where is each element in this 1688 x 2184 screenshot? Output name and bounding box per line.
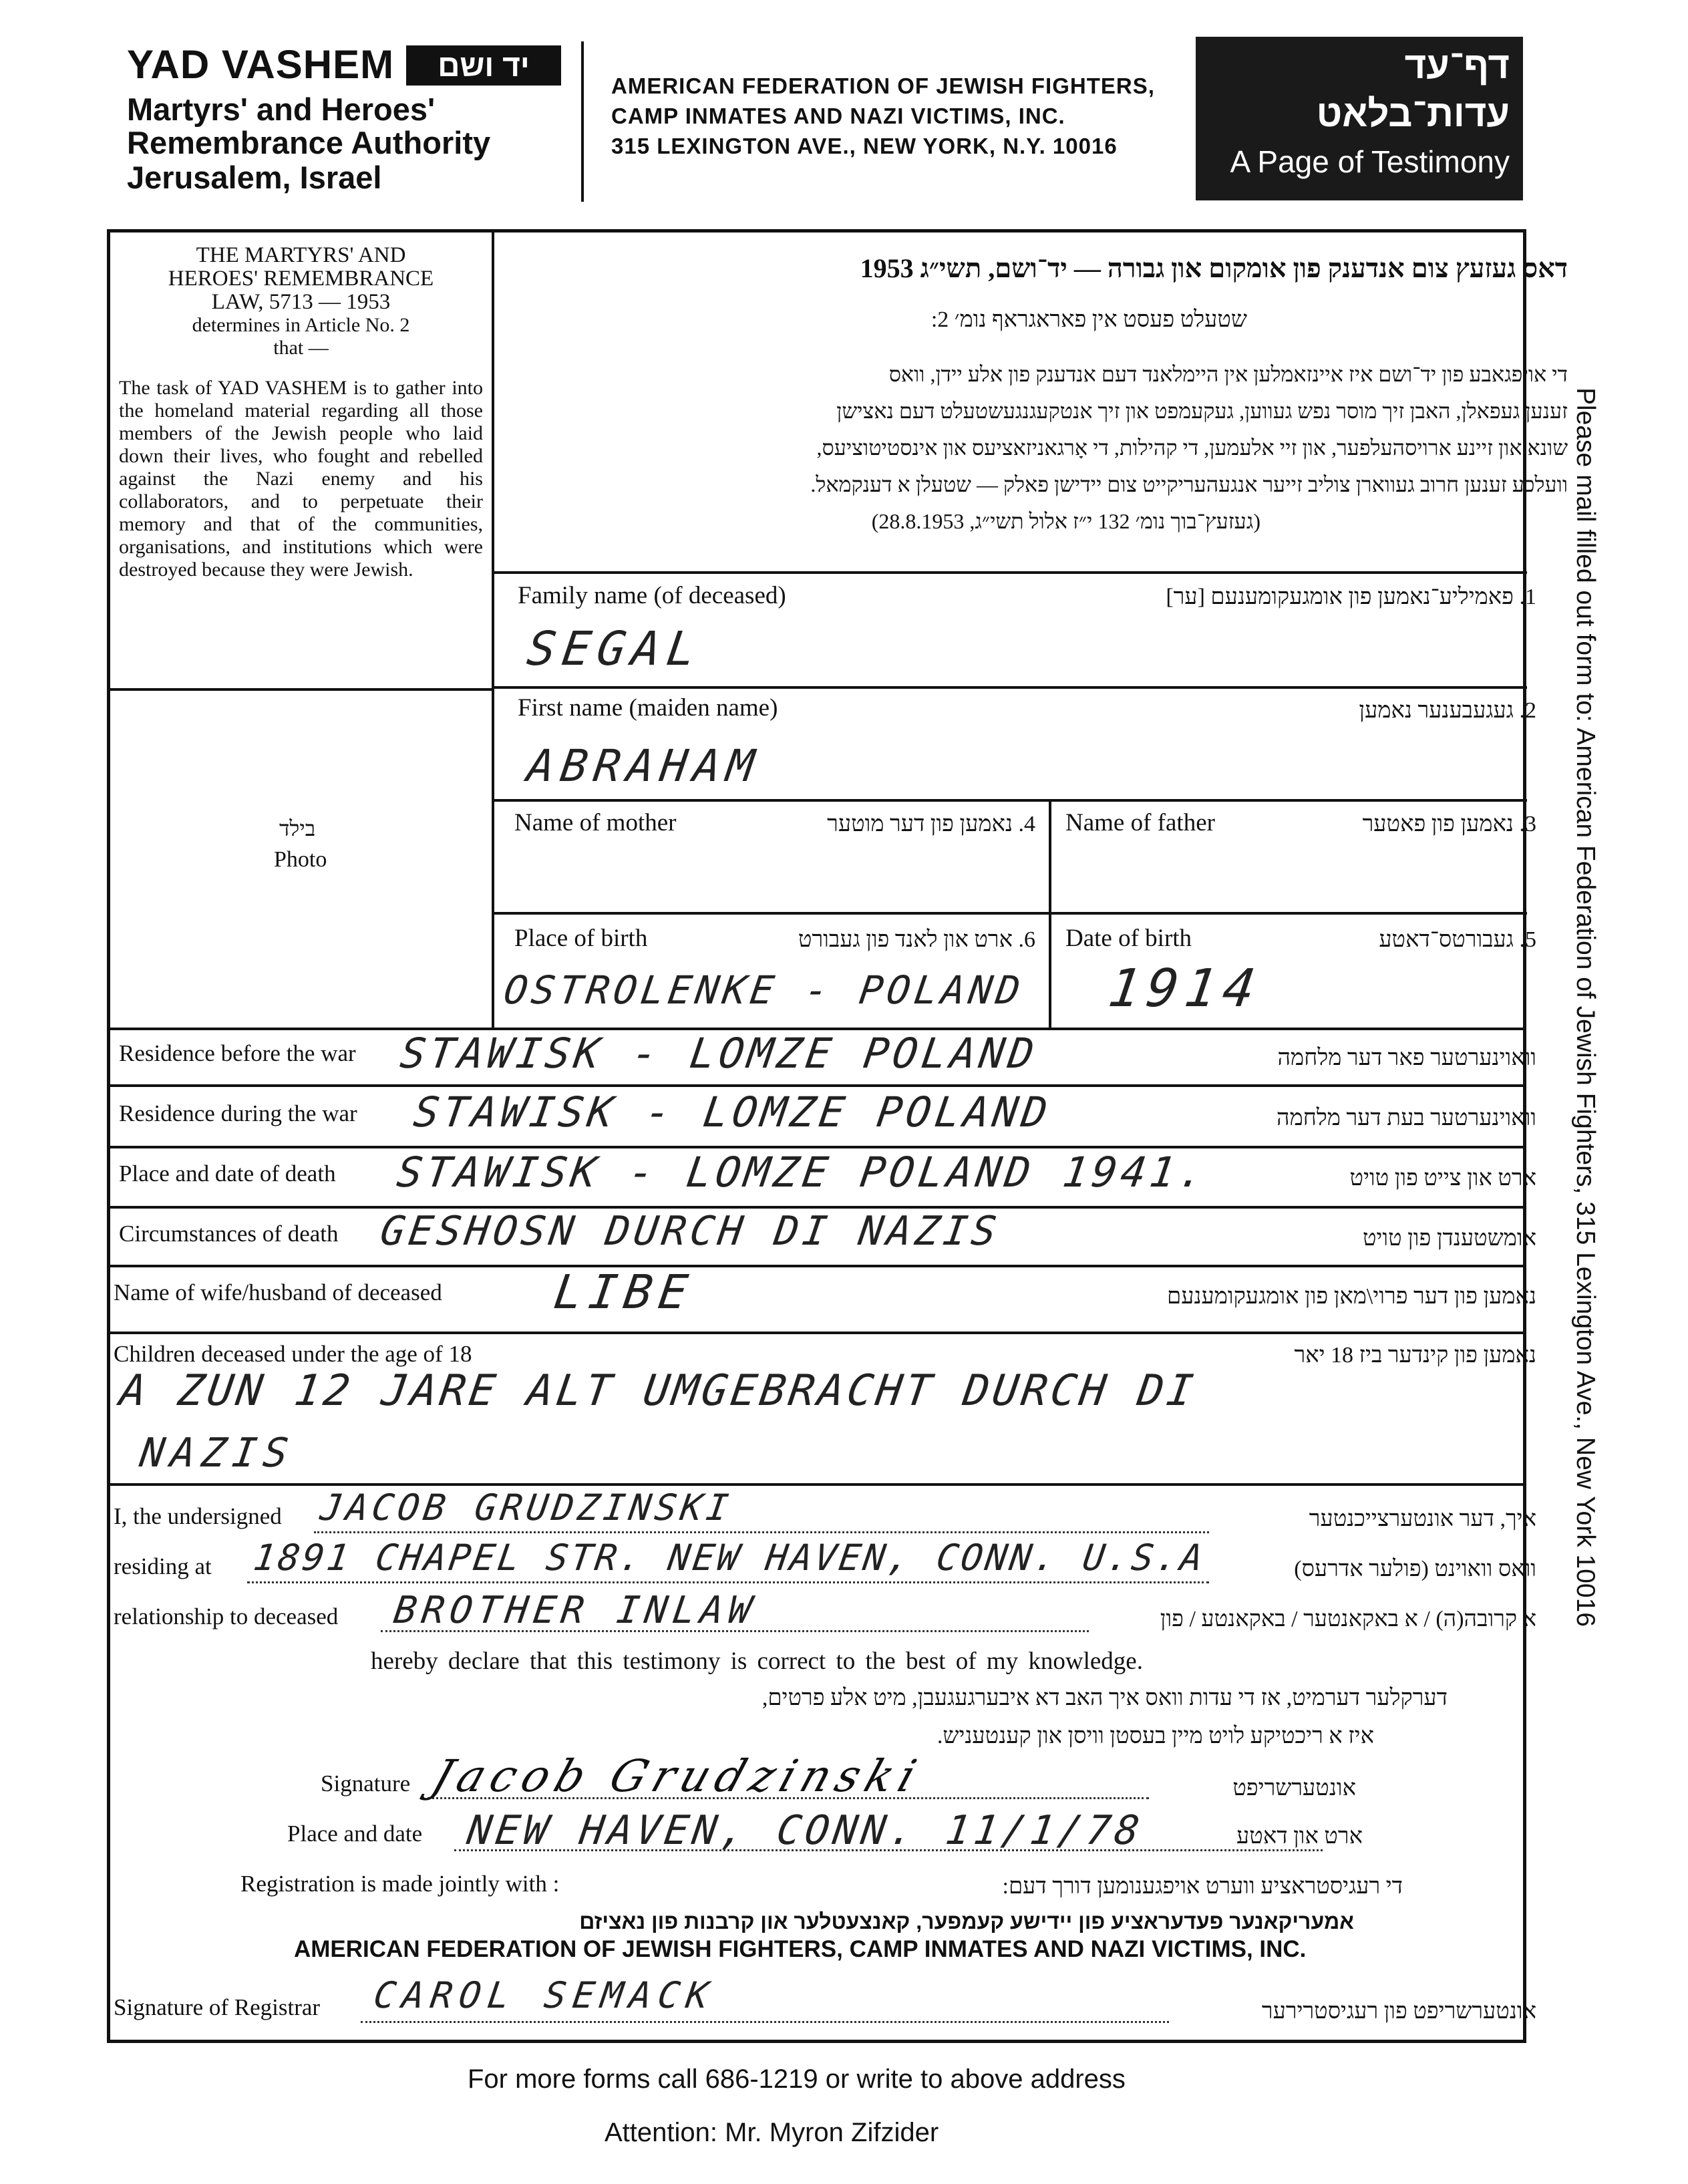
row-line bbox=[492, 799, 1527, 802]
law-heb-line5: שונא און זיינע ארויסהעלפער, און זיי אלעמען, די קהילות, די אָרגאניזאציעס און אינסטיטוציעס, bbox=[816, 436, 1568, 460]
yad-vashem-line1: Martyrs' and Heroes' bbox=[127, 92, 436, 127]
residence-before-heb: וואוינערטער פאר דער מלחמה bbox=[1277, 1046, 1536, 1070]
yad-vashem-title: YAD VASHEM bbox=[127, 42, 395, 87]
federation-line3: 315 LEXINGTON AVE., NEW YORK, N.Y. 10016 bbox=[611, 134, 1118, 158]
law-title4: determines in Article No. 2 bbox=[192, 314, 410, 336]
death-heb: ארט און צייט פון טויט bbox=[1349, 1166, 1536, 1191]
photo-label: Photo bbox=[274, 847, 327, 872]
row-line bbox=[107, 1265, 1526, 1267]
children-value-line2[interactable]: NAZIS bbox=[137, 1430, 298, 1476]
law-heb-line7: (געזעץ־בוך נומ׳ 132 י״ז אלול תשי״ג, 28.8.1953) bbox=[871, 509, 1260, 533]
residing-value[interactable]: 1891 CHAPEL STR. NEW HAVEN, CONN. U.S.A bbox=[250, 1537, 1208, 1579]
death-value[interactable]: STAWISK - LOMZE POLAND 1941. bbox=[393, 1148, 1212, 1197]
yad-vashem-line2: Remembrance Authority bbox=[127, 125, 491, 160]
signature-value[interactable]: Jacob Grudzinski bbox=[426, 1750, 929, 1802]
law-heb-line6: וועלכע זענען חרוב געווארן צוליב זייער אנגעהעריקייט צום יידישן פאלק — שטעלן א דענקמאל. bbox=[810, 472, 1568, 496]
residing-label: residing at bbox=[114, 1553, 212, 1579]
law-title3: LAW, 5713 — 1953 bbox=[211, 290, 391, 314]
footer-line1: For more forms call 686-1219 or write to above address bbox=[468, 2064, 1126, 2094]
children-label: Children deceased under the age of 18 bbox=[114, 1341, 472, 1367]
page-of-testimony-box bbox=[1196, 37, 1523, 200]
undersigned-heb: איך, דער אונטערצייכנטער bbox=[1309, 1507, 1536, 1531]
dotted-line bbox=[361, 2021, 1169, 2023]
law-heb-line4: זענען געפאלן, האבן זיך מוסר נפש געווען, געקעמפט און זיך אנטקעגנגעשטעלט דעם נאצישן bbox=[836, 399, 1568, 423]
registration-heb: די רעגיסטראציע ווערט אויפגענומען דורך דעם: bbox=[1002, 1874, 1403, 1899]
header-divider bbox=[581, 41, 584, 202]
law-title1: THE MARTYRS' AND bbox=[196, 243, 406, 267]
federation-line2: CAMP INMATES AND NAZI VICTIMS, INC. bbox=[611, 104, 1065, 128]
relation-label: relationship to deceased bbox=[114, 1603, 339, 1629]
signature-heb: אונטערשריפט bbox=[1232, 1776, 1356, 1801]
undersigned-label: I, the undersigned bbox=[114, 1503, 282, 1529]
place-date-label: Place and date bbox=[287, 1821, 423, 1847]
place-of-birth-label: Place of birth bbox=[514, 925, 648, 952]
box-hebrew-title1: דף־עד bbox=[1404, 44, 1510, 86]
first-name-value[interactable]: ABRAHAM bbox=[524, 740, 764, 792]
circumstances-label: Circumstances of death bbox=[119, 1221, 339, 1247]
yad-vashem-line3: Jerusalem, Israel bbox=[127, 160, 382, 195]
signature-label: Signature bbox=[321, 1770, 411, 1797]
box-english-title: A Page of Testimony bbox=[1230, 144, 1510, 179]
spouse-value[interactable]: LIBE bbox=[550, 1265, 698, 1319]
spouse-heb: נאמען פון דער פרוי\מאן פון אומגעקומענעם bbox=[1167, 1284, 1536, 1309]
residence-during-label: Residence during the war bbox=[119, 1100, 357, 1126]
residing-heb: וואס וואוינט (פולער אדרעס) bbox=[1294, 1557, 1536, 1581]
residence-during-value[interactable]: STAWISK - LOMZE POLAND bbox=[410, 1088, 1055, 1136]
date-of-birth-value[interactable]: 1914 bbox=[1104, 959, 1266, 1019]
row-line bbox=[107, 1483, 1526, 1486]
father-name-heb: 3. נאמען פון פאטער bbox=[1362, 812, 1536, 836]
father-name-label: Name of father bbox=[1065, 809, 1215, 836]
mother-name-heb: 4. נאמען פון דער מוטער bbox=[827, 812, 1035, 836]
date-of-birth-heb: 5. געבורטס־דאטע bbox=[1379, 927, 1536, 952]
law-title5: that — bbox=[273, 337, 329, 359]
law-box bbox=[119, 244, 483, 581]
law-body: The task of YAD VASHEM is to gather into the homeland material regarding all those members of the Jewish people who laid down their lives, who fought and rebelled against the Nazi enemy and his collaborators, and to perpetuate their memory and that of the communities, organisations, and institutions which were destroyed because they were Jewish. bbox=[119, 377, 483, 581]
family-name-label: Family name (of deceased) bbox=[518, 582, 786, 609]
spouse-label: Name of wife/husband of deceased bbox=[114, 1279, 442, 1305]
registrar-label: Signature of Registrar bbox=[114, 1994, 321, 2020]
place-of-birth-heb: 6. ארט און לאנד פון געבורט bbox=[798, 927, 1035, 952]
children-value-line1[interactable]: A ZUN 12 JARE ALT UMGEBRACHT DURCH DI bbox=[116, 1366, 1200, 1416]
first-name-label: First name (maiden name) bbox=[518, 694, 778, 722]
footer-line2: Attention: Mr. Myron Zifzider bbox=[605, 2118, 939, 2147]
law-photo-divider bbox=[107, 688, 494, 691]
declaration-heb2: איז א ריכטיקע לויט מיין בעסטן וויסן און קענטעניש. bbox=[937, 1724, 1374, 1748]
left-column-divider bbox=[492, 229, 494, 1028]
law-heb-line2: שטעלט פעסט אין פאראגראף נומ׳ 2: bbox=[931, 307, 1247, 332]
circumstances-value[interactable]: GESHOSN DURCH DI NAZIS bbox=[377, 1208, 1003, 1255]
relation-heb: א קרובה(ה) / א באקאנטער / באקאנטע / פון bbox=[1160, 1607, 1536, 1631]
yad-vashem-hebrew-logo: יד ושם bbox=[406, 45, 561, 86]
law-title2: HEROES' REMEMBRANCE bbox=[168, 267, 434, 291]
federation-line1: AMERICAN FEDERATION OF JEWISH FIGHTERS, bbox=[611, 73, 1155, 98]
photo-heb: בילד bbox=[279, 816, 316, 840]
row-line bbox=[492, 571, 1527, 574]
dotted-line bbox=[247, 1581, 1209, 1583]
law-heb-line3: די אויפגאבע פון יד־ושם איז איינזאמלען אין היימלאנד דעם אנדענק פון אלע יידן, וואס bbox=[888, 362, 1568, 386]
relation-value[interactable]: BROTHER INLAW bbox=[391, 1589, 759, 1632]
law-heb-line1: דאס געזעץ צום אנדענק פון אומקום און גבורה — יד־ושם, תשי״ג 1953 bbox=[860, 253, 1568, 283]
box-hebrew-title2: עדות־בלאט bbox=[1316, 92, 1510, 134]
death-label: Place and date of death bbox=[119, 1160, 336, 1187]
registration-label: Registration is made jointly with : bbox=[240, 1871, 560, 1897]
place-of-birth-value[interactable]: OSTROLENKE - POLAND bbox=[501, 967, 1027, 1013]
first-name-heb: 2. געגעבענער נאמען bbox=[1359, 698, 1536, 723]
circumstances-heb: אומשטענדן פון טויט bbox=[1362, 1226, 1536, 1251]
mother-name-label: Name of mother bbox=[514, 809, 677, 836]
date-of-birth-label: Date of birth bbox=[1065, 925, 1192, 952]
row-line bbox=[492, 912, 1527, 915]
place-date-value[interactable]: NEW HAVEN, CONN. 11/1/78 bbox=[464, 1807, 1146, 1854]
declaration-en: hereby declare that this testimony is correct to the best of my knowledge. bbox=[371, 1648, 1143, 1675]
residence-before-value[interactable]: STAWISK - LOMZE POLAND bbox=[397, 1029, 1041, 1078]
registrar-heb: אונטערשריפט פון רעגיסטרירער bbox=[1261, 1999, 1536, 2024]
row-line bbox=[492, 686, 1527, 689]
family-name-value[interactable]: SEGAL bbox=[524, 621, 706, 676]
children-heb: נאמען פון קינדער ביז 18 יאר bbox=[1294, 1343, 1536, 1368]
residence-during-heb: וואוינערטער בעת דער מלחמה bbox=[1277, 1106, 1536, 1130]
row-line bbox=[107, 1084, 1526, 1087]
organization-en: AMERICAN FEDERATION OF JEWISH FIGHTERS, CAMP INMATES AND NAZI VICTIMS, INC. bbox=[294, 1936, 1307, 1962]
row-line bbox=[107, 1332, 1526, 1334]
undersigned-value[interactable]: JACOB GRUDZINSKI bbox=[317, 1487, 735, 1529]
declaration-heb1: דערקלער דערמיט, אז די עדות וואס איך האב דא איבערגעגעבן, מיט אלע פרטים, bbox=[762, 1686, 1448, 1710]
place-date-heb: ארט און דאטע bbox=[1236, 1824, 1363, 1849]
registrar-value[interactable]: CAROL SEMACK bbox=[371, 1974, 718, 2016]
organization-heb: אמעריקאנער פעדעראציע פון יידישע קעמפער, קאנצעטלער און קרבנות פון נאציזם bbox=[579, 1909, 1354, 1933]
residence-before-label: Residence before the war bbox=[119, 1040, 356, 1066]
mailing-instruction: Please mail filled out form to: American Federation of Jewish Fighters, 315 Lexington Ave., New York 10016 bbox=[1571, 387, 1600, 1627]
family-name-heb: 1. פאמיליע־נאמען פון אומגעקומענעם [ער] bbox=[1166, 585, 1536, 609]
dotted-line bbox=[314, 1531, 1209, 1533]
